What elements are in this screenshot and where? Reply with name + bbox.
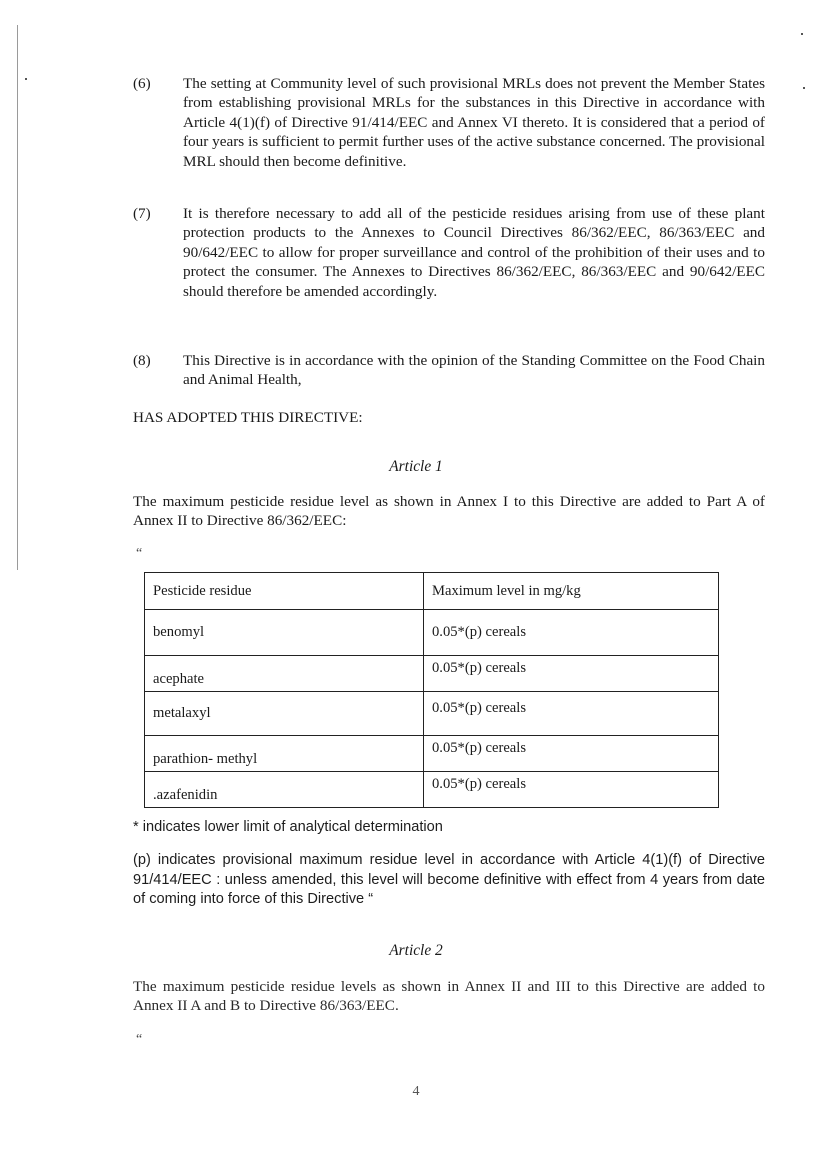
cell-text: 0.05*(p) cereals (432, 776, 527, 792)
article-2-text: The maximum pesticide residue levels as shown in Annex II and III to this Directive are added to Annex II A and B to Directive 86/363/EEC. (133, 978, 765, 1015)
scan-speck (25, 78, 27, 80)
recital-number: (8) (133, 352, 151, 369)
recital-text: The setting at Community level of such provisional MRLs does not prevent the Member States from establishing provisional MRLs for the substances in this Directive in accordance with Article 4(1)(f) of Directive 91/414/EEC and Annex VI thereto. It is considered that a period of four years is sufficient to permit further uses of the active substance concerned. The provisional MRL should then become definitive. (183, 75, 765, 170)
article-1-title: Article 1 (389, 458, 443, 475)
column-header: Pesticide residue (145, 573, 424, 610)
residue-level (424, 772, 719, 808)
residue-level (424, 692, 719, 736)
recital-6 (133, 74, 765, 171)
table-row (145, 736, 719, 772)
residue-table (144, 572, 719, 808)
recital-8 (133, 351, 765, 390)
table-header-row (145, 573, 719, 610)
residue-name (145, 656, 424, 692)
residue-level (424, 610, 719, 656)
recital-number: (6) (133, 75, 151, 92)
residue-level (424, 656, 719, 692)
opening-quote: “ (136, 1032, 143, 1047)
cell-text: 0.05*(p) cereals (432, 624, 527, 640)
cell-text: parathion- methyl (153, 751, 258, 767)
table-row (145, 656, 719, 692)
article-2-title: Article 2 (389, 942, 443, 959)
cell-text: acephate (153, 671, 205, 687)
cell-text: 0.05*(p) cereals (432, 700, 527, 716)
cell-text: metalaxyl (153, 705, 211, 721)
scan-margin-line (17, 25, 18, 570)
residue-level (424, 736, 719, 772)
table-row (145, 692, 719, 736)
recital-text: It is therefore necessary to add all of the pesticide residues arising from use of these plant protection products to the Annexes to Council Directives 86/362/EEC, 86/363/EEC and 90/642/EEC to allow for proper surveillance and control of the prohibition of their uses and to protect the consumer. The Annexes to Directives 86/362/EEC, 86/363/EEC and 90/642/EEC should therefore be amended accordingly. (183, 205, 765, 300)
opening-quote: “ (136, 546, 143, 561)
residue-name (145, 610, 424, 656)
scan-speck (803, 87, 805, 89)
adopted-heading: HAS ADOPTED THIS DIRECTIVE: (133, 409, 363, 426)
recital-text: This Directive is in accordance with the opinion of the Standing Committee on the Food Chain and Animal Health, (183, 352, 765, 389)
provisional-footnote: (p) indicates provisional maximum residue level in accordance with Article 4(1)(f) of Directive 91/414/EEC : unless amended, this level will become definitive with effect from 4 years from date of coming into force of this Directive “ (133, 852, 765, 908)
scan-speck (801, 33, 803, 35)
table-row (145, 772, 719, 808)
star-footnote: * indicates lower limit of analytical determination (133, 819, 443, 835)
recital-7 (133, 204, 765, 301)
article-1-text: The maximum pesticide residue level as shown in Annex I to this Directive are added to Part A of Annex II to Directive 86/362/EEC: (133, 493, 765, 530)
recital-number: (7) (133, 205, 151, 222)
cell-text: .azafenidin (153, 787, 218, 803)
cell-text: 0.05*(p) cereals (432, 660, 527, 676)
table-row (145, 610, 719, 656)
page-number: 4 (412, 1084, 420, 1099)
residue-name (145, 692, 424, 736)
residue-name (145, 736, 424, 772)
column-header: Maximum level in mg/kg (424, 573, 719, 610)
residue-name (145, 772, 424, 808)
cell-text: 0.05*(p) cereals (432, 740, 527, 756)
cell-text: benomyl (153, 624, 205, 640)
